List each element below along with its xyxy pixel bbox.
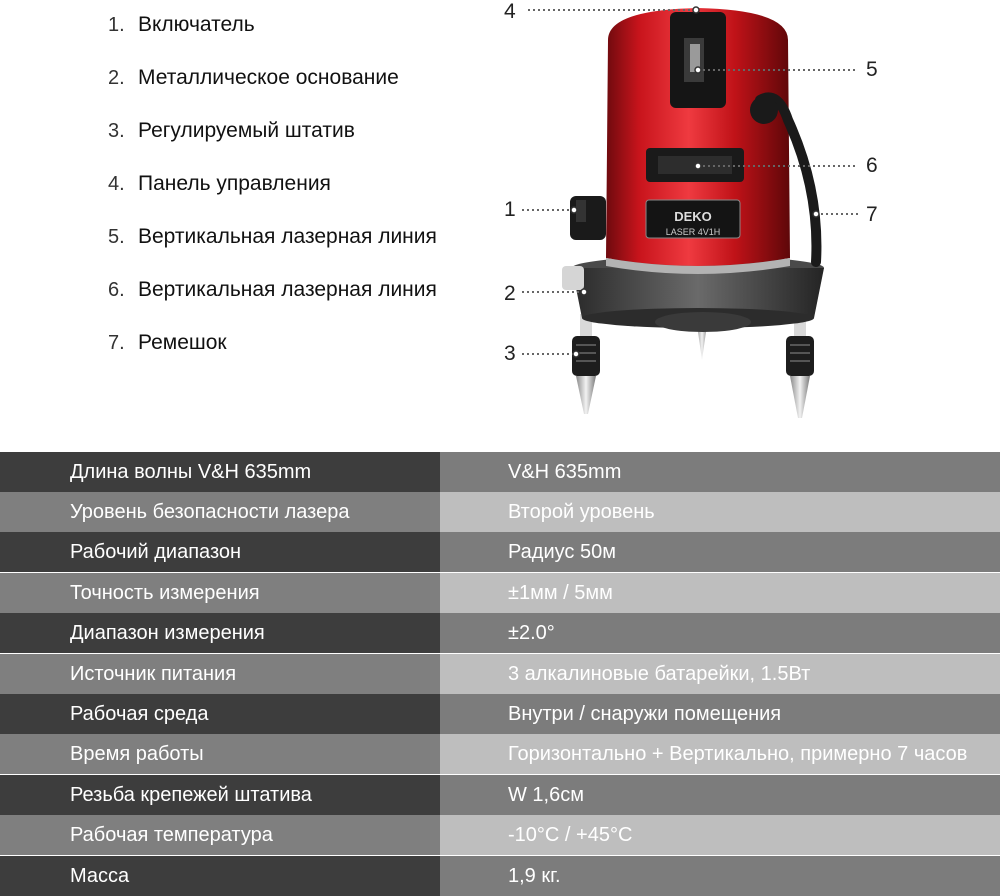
spec-label: Рабочая температура <box>0 815 440 855</box>
spec-row <box>0 694 1000 734</box>
legend-item-1 <box>108 10 255 40</box>
legend-label: Включатель <box>138 13 255 36</box>
spec-value: Второй уровень <box>440 492 1000 532</box>
legend-item-6 <box>108 275 437 305</box>
callout-4: 4 <box>504 0 516 23</box>
spec-row <box>0 532 1000 572</box>
legend-number: 2. <box>108 67 125 89</box>
spec-label: Длина волны V&H 635mm <box>0 452 440 492</box>
legend-number: 3. <box>108 120 125 142</box>
spec-value: W 1,6см <box>440 775 1000 815</box>
callout-3: 3 <box>504 342 516 365</box>
brand-label: DEKO <box>674 209 712 224</box>
spec-row <box>0 654 1000 694</box>
laser-level-illustration <box>498 0 898 440</box>
spec-value: Радиус 50м <box>440 532 1000 572</box>
callout-5: 5 <box>866 58 878 81</box>
power-switch <box>570 196 606 240</box>
spec-value: Горизонтально + Вертикально, примерно 7 часов <box>440 734 1000 774</box>
spec-value: 1,9 кг. <box>440 856 1000 896</box>
legend-item-2 <box>108 63 399 93</box>
tripod-leg-left <box>572 314 600 414</box>
spec-value: V&H 635mm <box>440 452 1000 492</box>
legend-label: Ремешок <box>138 331 227 354</box>
legend-label: Вертикальная лазерная линия <box>138 278 437 301</box>
spec-label: Диапазон измерения <box>0 613 440 653</box>
legend-label: Панель управления <box>138 172 331 195</box>
spec-row <box>0 452 1000 492</box>
legend-number: 1. <box>108 14 125 36</box>
spec-row <box>0 492 1000 532</box>
spec-value: ±1мм / 5мм <box>440 573 1000 613</box>
spec-row <box>0 856 1000 896</box>
spec-value: ±2.0° <box>440 613 1000 653</box>
spec-row <box>0 573 1000 613</box>
legend-number: 5. <box>108 226 125 248</box>
legend-item-7 <box>108 328 227 358</box>
spec-row <box>0 613 1000 653</box>
spec-label: Уровень безопасности лазера <box>0 492 440 532</box>
specs-table <box>0 452 1000 896</box>
spec-label: Рабочий диапазон <box>0 532 440 572</box>
legend-number: 7. <box>108 332 125 354</box>
spec-label: Рабочая среда <box>0 694 440 734</box>
spec-label: Точность измерения <box>0 573 440 613</box>
tripod-leg-right <box>786 314 814 418</box>
spec-label: Время работы <box>0 734 440 774</box>
spec-row <box>0 734 1000 774</box>
spec-row <box>0 815 1000 855</box>
legend-label: Металлическое основание <box>138 66 399 89</box>
callout-6: 6 <box>866 154 878 177</box>
legend-label: Регулируемый штатив <box>138 119 355 142</box>
spec-label: Масса <box>0 856 440 896</box>
red-body <box>606 8 790 274</box>
legend-item-4 <box>108 169 331 199</box>
spec-value: -10°C / +45°C <box>440 815 1000 855</box>
spec-label: Резьба крепежей штатива <box>0 775 440 815</box>
legend-label: Вертикальная лазерная линия <box>138 225 437 248</box>
laser-level-image <box>498 0 898 440</box>
legend-item-5 <box>108 222 437 252</box>
legend-item-3 <box>108 116 355 146</box>
callout-2: 2 <box>504 282 516 305</box>
spec-value: 3 алкалиновые батарейки, 1.5Вт <box>440 654 1000 694</box>
callout-7: 7 <box>866 203 878 226</box>
legend-number: 6. <box>108 279 125 301</box>
callout-1: 1 <box>504 198 516 221</box>
spec-value: Внутри / снаружи помещения <box>440 694 1000 734</box>
spec-label: Источник питания <box>0 654 440 694</box>
spec-row <box>0 775 1000 815</box>
model-label: LASER 4V1H <box>665 227 721 237</box>
legend-number: 4. <box>108 173 125 195</box>
